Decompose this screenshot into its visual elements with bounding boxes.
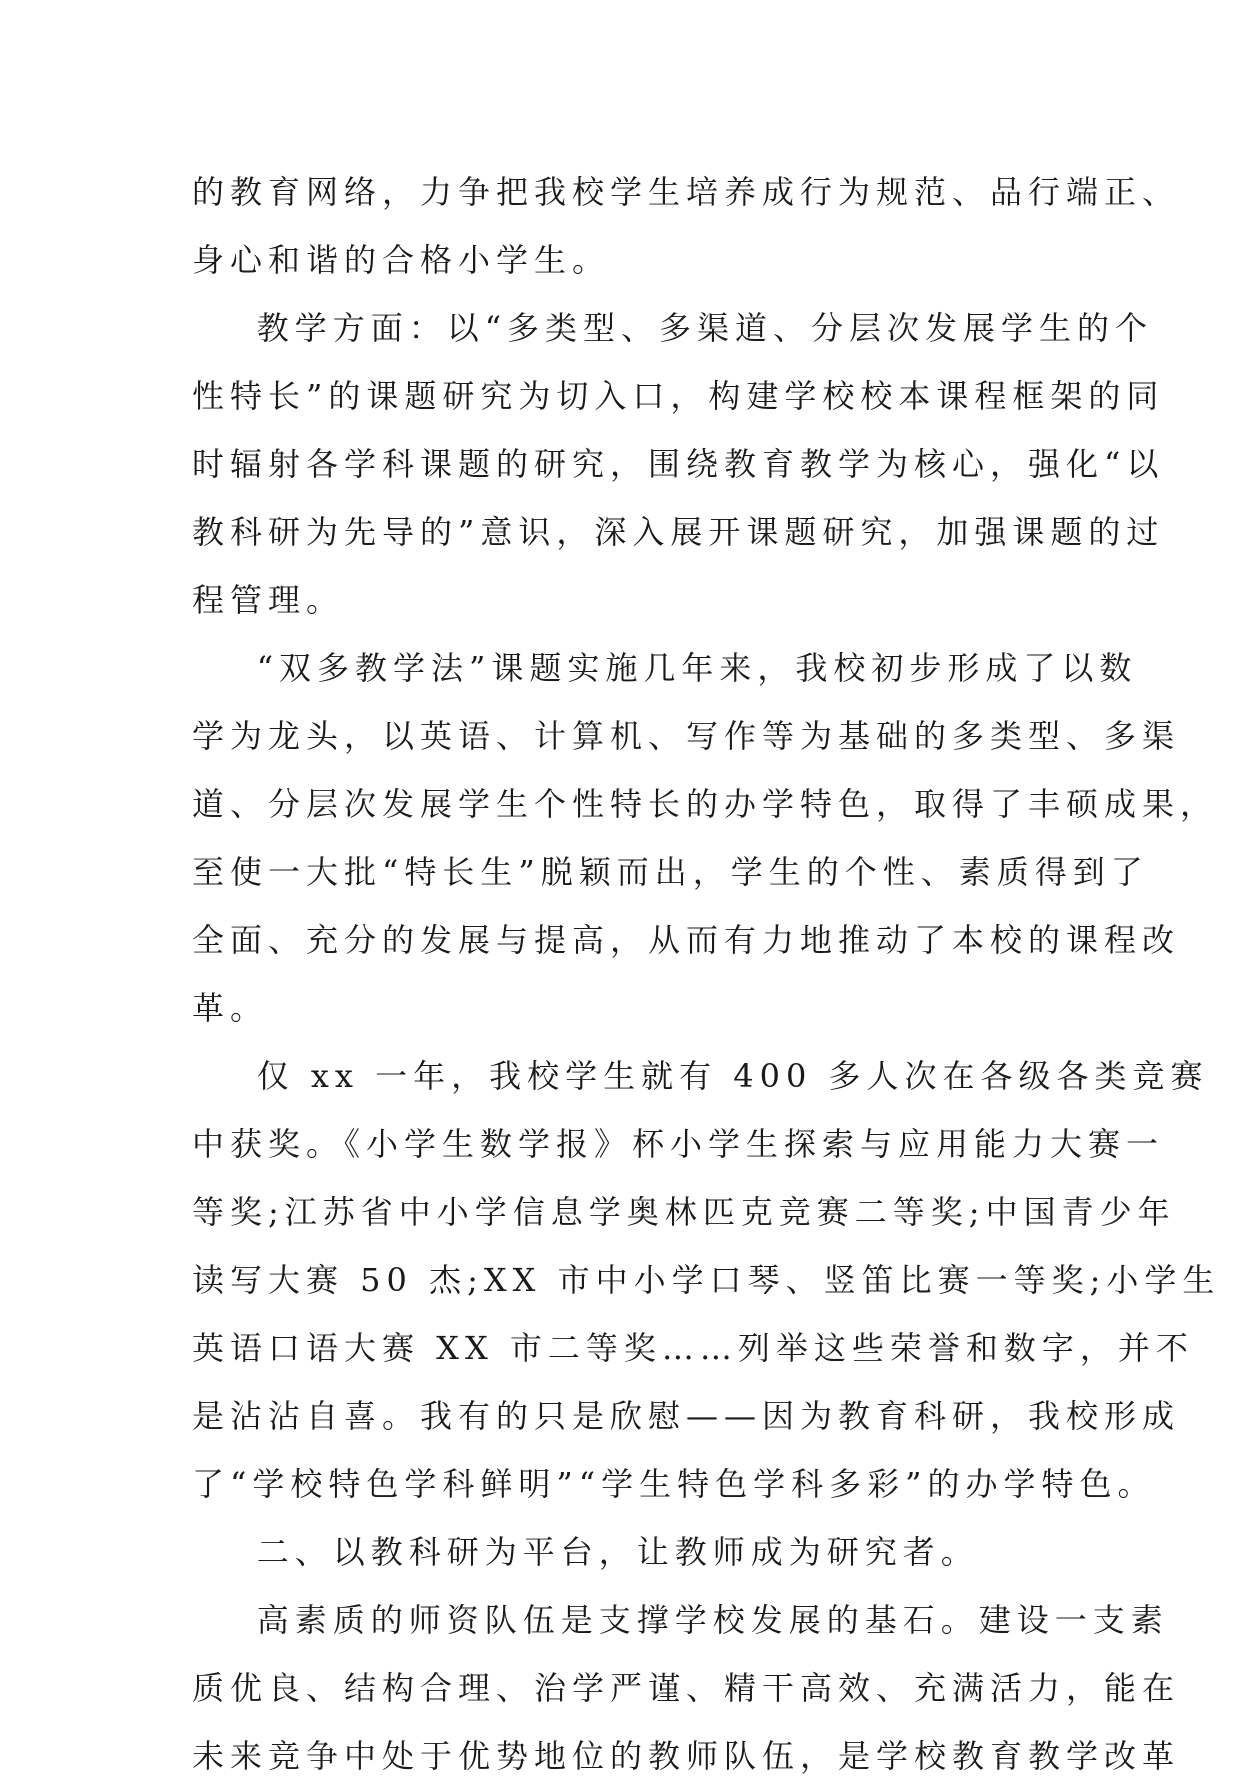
text-line-11: 至使一大批“特长生”脱颖而出，学生的个性、素质得到了 <box>192 853 1149 891</box>
text-line-12: 全面、充分的发展与提高，从而有力地推动了本校的课程改 <box>192 921 1181 959</box>
text-line-6: 教科研为先导的”意识，深入展开课题研究，加强课题的过 <box>192 513 1165 551</box>
text-line-7: 程管理。 <box>192 581 345 619</box>
text-line-19: 是沾沾自喜。我有的只是欣慰——因为教育科研，我校形成 <box>192 1397 1181 1435</box>
text-line-18: 英语口语大赛 XX 市二等奖……列举这些荣誉和数字，并不 <box>192 1329 1194 1367</box>
text-line-24: 未来竞争中处于优势地位的教师队伍，是学校教育教学改革 <box>192 1737 1181 1775</box>
text-line-16: 等奖;江苏省中小学信息学奥林匹克竞赛二等奖;中国青少年 <box>192 1193 1176 1231</box>
text-line-1: 的教育网络，力争把我校学生培养成行为规范、品行端正、 <box>192 173 1181 211</box>
text-line-13: 革。 <box>192 989 269 1027</box>
text-line-5: 时辐射各学科课题的研究，围绕教育教学为核心，强化“以 <box>192 445 1165 483</box>
text-line-3: 教学方面：以“多类型、多渠道、分层次发展学生的个 <box>192 309 1154 347</box>
text-line-10: 道、分层次发展学生个性特长的办学特色，取得了丰硕成果， <box>192 785 1219 823</box>
text-line-15: 中获奖。《小学生数学报》杯小学生探索与应用能力大赛一 <box>192 1125 1165 1163</box>
text-line-8: “双多教学法”课题实施几年来，我校初步形成了以数 <box>192 649 1138 687</box>
text-line-20: 了“学校特色学科鲜明”“学生特色学科多彩”的办学特色。 <box>192 1465 1156 1503</box>
document-body <box>192 158 1221 1790</box>
text-line-9: 学为龙头，以英语、计算机、写作等为基础的多类型、多渠 <box>192 717 1181 755</box>
text-line-2: 身心和谐的合格小学生。 <box>192 241 611 279</box>
text-line-4: 性特长”的课题研究为切入口，构建学校校本课程框架的同 <box>192 377 1165 415</box>
text-line-23: 质优良、结构合理、治学严谨、精干高效、充满活力，能在 <box>192 1669 1181 1707</box>
text-line-21: 二、以教科研为平台，让教师成为研究者。 <box>192 1533 979 1571</box>
text-line-17: 读写大赛 50 杰;XX 市中小学口琴、竖笛比赛一等奖;小学生 <box>192 1261 1221 1299</box>
text-line-22: 高素质的师资队伍是支撑学校发展的基石。建设一支素 <box>192 1601 1169 1639</box>
text-line-14: 仅 xx 一年，我校学生就有 400 多人次在各级各类竞赛 <box>192 1057 1209 1095</box>
